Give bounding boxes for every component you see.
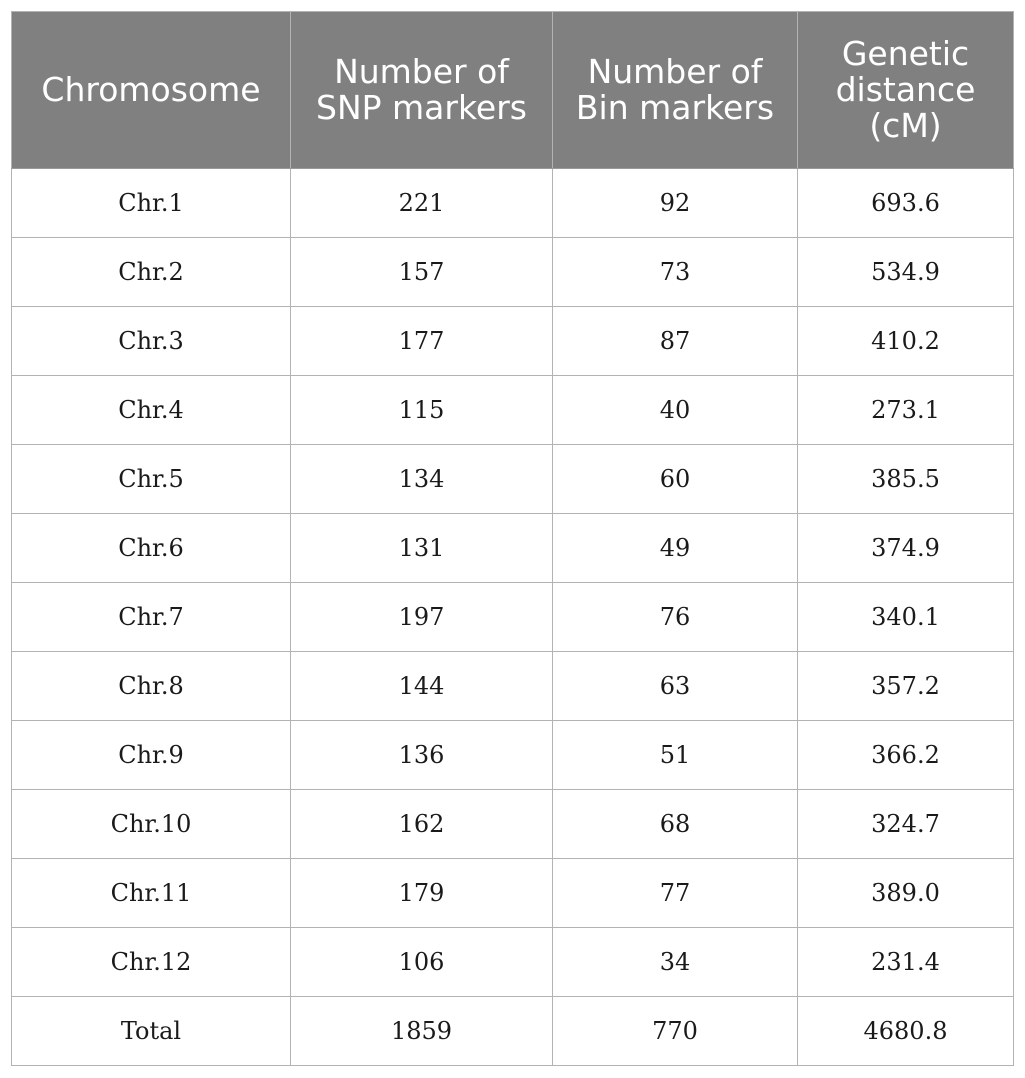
header-snp-markers-line-2: SNP markers — [316, 88, 527, 127]
bin-markers-cell: 34 — [553, 928, 798, 997]
header-bin-markers — [553, 12, 798, 169]
snp-markers-cell: 162 — [291, 790, 553, 859]
snp-markers-cell: 1859 — [291, 997, 553, 1066]
bin-markers-cell: 73 — [553, 238, 798, 307]
chromosome-cell: Chr.10 — [12, 790, 291, 859]
snp-markers-cell: 134 — [291, 445, 553, 514]
genetic-distance-cell: 693.6 — [798, 169, 1014, 238]
snp-markers-cell: 179 — [291, 859, 553, 928]
bin-markers-cell: 77 — [553, 859, 798, 928]
chromosome-cell: Chr.6 — [12, 514, 291, 583]
table-row — [12, 721, 1014, 790]
genetic-distance-cell: 357.2 — [798, 652, 1014, 721]
header-snp-markers-line-1: Number of — [334, 52, 509, 91]
chromosome-cell: Chr.3 — [12, 307, 291, 376]
table-row — [12, 238, 1014, 307]
header-snp-markers — [291, 12, 553, 169]
bin-markers-cell: 63 — [553, 652, 798, 721]
header-bin-markers-line-1: Number of — [587, 52, 763, 91]
genetic-distance-cell: 389.0 — [798, 859, 1014, 928]
bin-markers-cell: 40 — [553, 376, 798, 445]
genetic-distance-cell: 4680.8 — [798, 997, 1014, 1066]
bin-markers-cell: 87 — [553, 307, 798, 376]
genetic-distance-cell: 231.4 — [798, 928, 1014, 997]
genetic-map-table — [11, 11, 1014, 1066]
table-row — [12, 652, 1014, 721]
header-chromosome-line-1: Chromosome — [41, 70, 261, 109]
header-row — [12, 12, 1014, 169]
genetic-distance-cell: 385.5 — [798, 445, 1014, 514]
bin-markers-cell: 68 — [553, 790, 798, 859]
table-row — [12, 583, 1014, 652]
total-row — [12, 997, 1014, 1066]
snp-markers-cell: 131 — [291, 514, 553, 583]
snp-markers-cell: 136 — [291, 721, 553, 790]
snp-markers-cell: 197 — [291, 583, 553, 652]
snp-markers-cell: 144 — [291, 652, 553, 721]
table-row — [12, 169, 1014, 238]
table-row — [12, 445, 1014, 514]
header-genetic-distance — [798, 12, 1014, 169]
chromosome-cell: Chr.12 — [12, 928, 291, 997]
marker-table-container — [11, 11, 1013, 1066]
header-bin-markers-line-2: Bin markers — [575, 88, 775, 127]
chromosome-cell: Chr.4 — [12, 376, 291, 445]
bin-markers-cell: 49 — [553, 514, 798, 583]
chromosome-cell: Chr.2 — [12, 238, 291, 307]
snp-markers-cell: 221 — [291, 169, 553, 238]
genetic-distance-cell: 534.9 — [798, 238, 1014, 307]
genetic-distance-cell: 410.2 — [798, 307, 1014, 376]
snp-markers-cell: 115 — [291, 376, 553, 445]
bin-markers-cell: 76 — [553, 583, 798, 652]
snp-markers-cell: 177 — [291, 307, 553, 376]
chromosome-cell: Chr.1 — [12, 169, 291, 238]
header-genetic-distance-line-2: distance — [835, 70, 976, 109]
chromosome-cell: Chr.7 — [12, 583, 291, 652]
table-row — [12, 376, 1014, 445]
table-body — [12, 169, 1014, 1066]
header-chromosome — [12, 12, 291, 169]
table-row — [12, 790, 1014, 859]
header-genetic-distance-line-3: (cM) — [869, 106, 942, 145]
genetic-distance-cell: 324.7 — [798, 790, 1014, 859]
header-genetic-distance-line-1: Genetic — [841, 34, 970, 73]
table-row — [12, 307, 1014, 376]
chromosome-cell: Total — [12, 997, 291, 1066]
chromosome-cell: Chr.9 — [12, 721, 291, 790]
snp-markers-cell: 157 — [291, 238, 553, 307]
bin-markers-cell: 60 — [553, 445, 798, 514]
bin-markers-cell: 770 — [553, 997, 798, 1066]
snp-markers-cell: 106 — [291, 928, 553, 997]
genetic-distance-cell: 366.2 — [798, 721, 1014, 790]
genetic-distance-cell: 374.9 — [798, 514, 1014, 583]
chromosome-cell: Chr.8 — [12, 652, 291, 721]
table-header — [12, 12, 1014, 169]
table-row — [12, 859, 1014, 928]
bin-markers-cell: 51 — [553, 721, 798, 790]
genetic-distance-cell: 273.1 — [798, 376, 1014, 445]
chromosome-cell: Chr.11 — [12, 859, 291, 928]
chromosome-cell: Chr.5 — [12, 445, 291, 514]
bin-markers-cell: 92 — [553, 169, 798, 238]
genetic-distance-cell: 340.1 — [798, 583, 1014, 652]
table-row — [12, 928, 1014, 997]
table-row — [12, 514, 1014, 583]
